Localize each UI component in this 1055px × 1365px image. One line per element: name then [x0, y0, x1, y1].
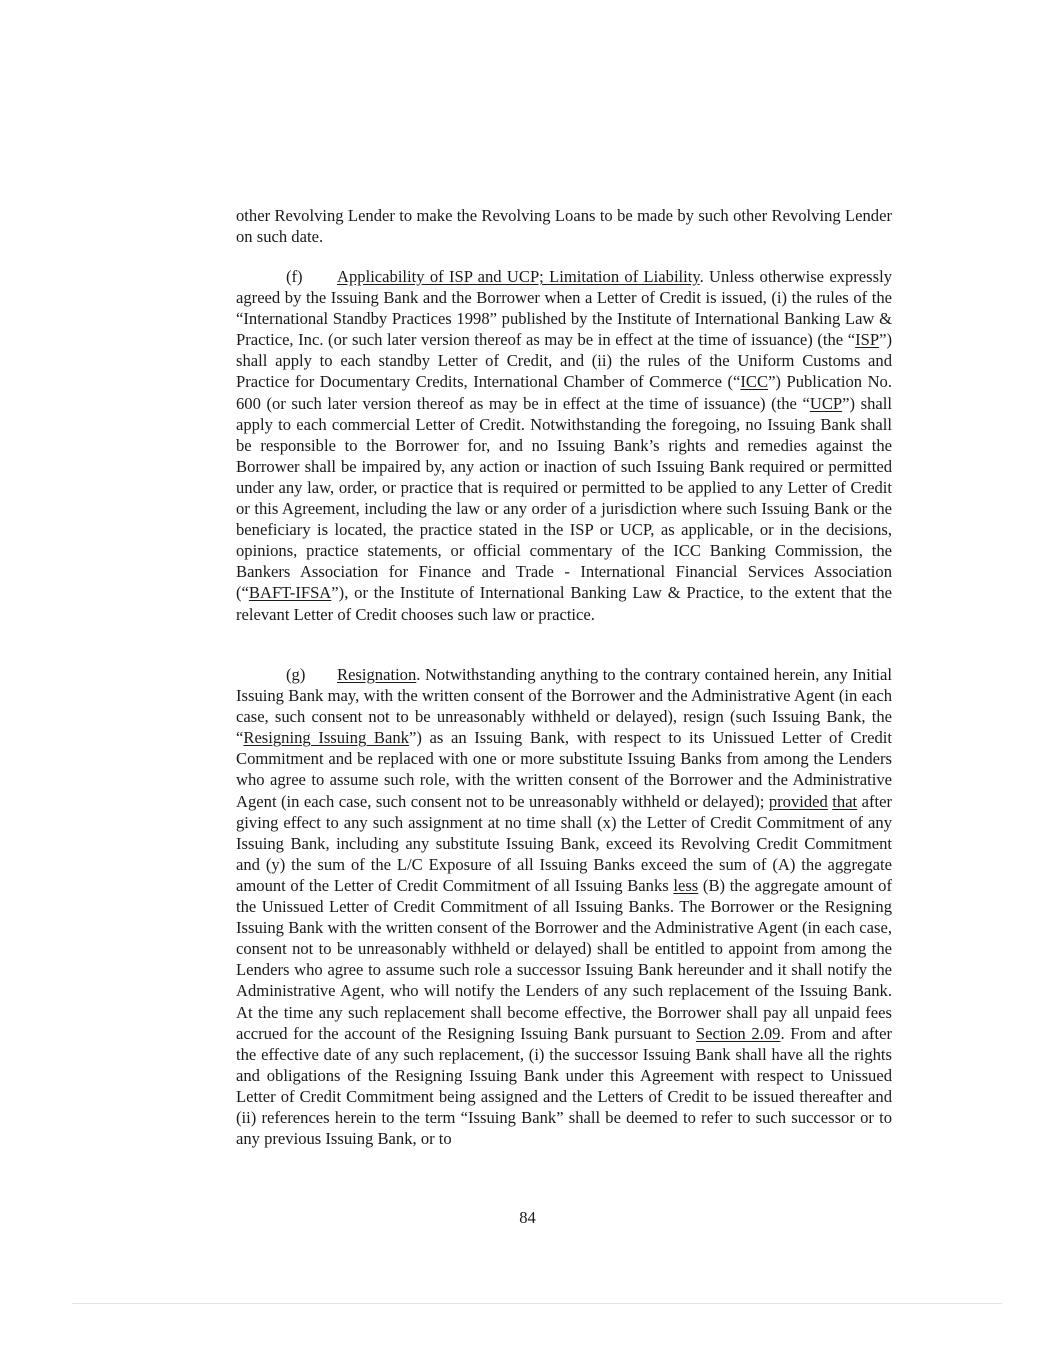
paragraph-f: [236, 266, 892, 625]
page-bottom-divider: [72, 1303, 1002, 1304]
section-marker-f: (f): [286, 267, 303, 286]
section-heading-g: Resignation: [337, 665, 417, 684]
body-text: ”) Publication No. 600 (or such later version thereof as may be in effect at the time of issuance) (the “: [236, 372, 892, 413]
defined-term-resigning-issuing-bank: Resigning Issuing Bank: [243, 728, 409, 748]
body-text: ”), or the Institute of International Banking Law & Practice, to the extent that the relevant Letter of Credit chooses such law or practice.: [236, 583, 892, 624]
body-text: ”) shall apply to each standby Letter of Credit, and (ii) the rules of the Uniform Customs and Practice for Documentary Credits, International Chamber of Commerce (“: [236, 330, 892, 392]
page-number: 84: [519, 1208, 536, 1227]
defined-term-baft-ifsa: BAFT-IFSA: [248, 583, 332, 603]
defined-term-ucp: UCP: [809, 393, 843, 413]
emphasis-less: less: [673, 875, 699, 895]
body-text: ”) shall apply to each commercial Letter of Credit. Notwithstanding the foregoing, no Issuing Bank shall be responsible to the Borrower for, and no Issuing Bank’s rights and remedies against the Borrower shall be impaired by, any action or inaction of such Issuing Bank required or permitted under any law, order, or practice that is required or permitted to be applied to any Letter of Credit or this Agreement, including the law or any order of a jurisdiction where such Issuing Bank or the beneficiary is located, the practice stated in the ISP or UCP, as applicable, or in the decisions, opinions, practice statements, or official commentary of the ICC Banking Commission, the Bankers Association for Finance and Trade - International Financial Services Association (“: [236, 393, 892, 603]
section-reference-link: Section 2.09: [695, 1023, 781, 1043]
section-marker-g: (g): [286, 665, 306, 684]
body-text: (B) the aggregate amount of the Unissued Letter of Credit Commitment of all Issuing Banks. The Borrower or the Resigning Issuing Bank with the written consent of the Borrower and the Administrative Agent (in each case, consent not to be unreasonably withheld or delayed) shall be entitled to appoint from among the Lenders who agree to assume such role a successor Issuing Bank hereunder and it shall notify the Administrative Agent, who will notify the Lenders of any such replacement of the Issuing Bank. At the time any such replacement shall become effective, the Borrower shall pay all unpaid fees accrued for the account of the Resigning Issuing Bank pursuant to: [236, 875, 893, 1043]
paragraph-continuation: [236, 205, 892, 247]
defined-term-isp: ISP: [855, 330, 880, 350]
defined-term-icc: ICC: [740, 372, 769, 392]
emphasis-provided: provided: [768, 791, 828, 811]
emphasis-that: that: [832, 791, 858, 811]
body-text: ”) as an Issuing Bank, with respect to its Unissued Letter of Credit Commitment and be replaced with one or more substitute Issuing Banks from among the Lenders who agree to assume such role, with the written consent of the Borrower and the Administrative Agent (in each case, such consent not to be unreasonably withheld or delayed);: [236, 728, 892, 811]
body-text: after giving effect to any such assignment at no time shall (x) the Letter of Credit Commitment of any Issuing Bank, including any substitute Issuing Bank, exceed its Revolving Credit Commitment and (y) the sum of the L/C Exposure of all Issuing Banks exceed the sum of (A) the aggregate amount of the Letter of Credit Commitment of all Issuing Banks: [236, 791, 893, 895]
section-heading-f: Applicability of ISP and UCP; Limitation of Liability: [337, 267, 700, 286]
paragraph-g: [236, 664, 892, 1149]
body-text: . Notwithstanding anything to the contrary contained herein, any Initial Issuing Bank may, with the written consent of the Borrower and the Administrative Agent (in each case, such consent not to be unreasonably withheld or delayed), resign (such Issuing Bank, the “: [236, 665, 892, 748]
body-text: . From and after the effective date of any such replacement, (i) the successor Issuing Bank shall have all the rights and obligations of the Resigning Issuing Bank under this Agreement with respect to Unissued Letter of Credit Commitment being assigned and the Letters of Credit to be issued thereafter and (ii) references herein to the term “Issuing Bank” shall be deemed to refer to such successor or to any previous Issuing Bank, or to: [236, 1023, 892, 1149]
continuation-text: other Revolving Lender to make the Revolving Loans to be made by such other Revolving Lender on such date.: [236, 206, 892, 247]
body-text: . Unless otherwise expressly agreed by the Issuing Bank and the Borrower when a Letter of Credit is issued, (i) the rules of the “International Standby Practices 1998” published by the Institute of International Banking Law & Practice, Inc. (or such later version thereof as may be in effect at the time of issuance) (the “: [236, 267, 892, 350]
